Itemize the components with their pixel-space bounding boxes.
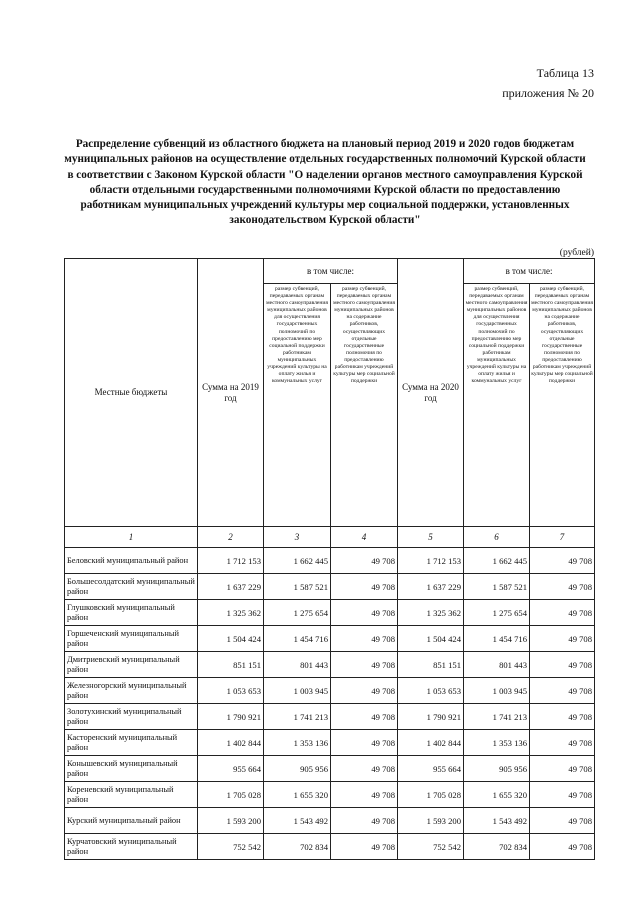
district-name-cell: Конышевский муниципальный район bbox=[65, 756, 198, 782]
table-row bbox=[65, 600, 595, 626]
housing-2020-cell: 702 834 bbox=[464, 834, 530, 860]
header-sub-housing-2019: размер субвенций, передаваемых органам местного самоуправления муниципальных районов для осуществления государственных полномочий по предоставлению мер социальной поддержки работникам муниципальных учреждений культуры на оплату жилья и коммунальных услуг bbox=[264, 284, 331, 527]
table-row bbox=[65, 756, 595, 782]
sum-2019-cell: 1 325 362 bbox=[198, 600, 264, 626]
housing-2020-cell: 905 956 bbox=[464, 756, 530, 782]
staff-2019-cell: 49 708 bbox=[331, 548, 398, 574]
housing-2019-cell: 702 834 bbox=[264, 834, 331, 860]
housing-2019-cell: 1 662 445 bbox=[264, 548, 331, 574]
staff-2019-cell: 49 708 bbox=[331, 782, 398, 808]
housing-2019-cell: 1 454 716 bbox=[264, 626, 331, 652]
staff-2019-cell: 49 708 bbox=[331, 626, 398, 652]
staff-2020-cell: 49 708 bbox=[530, 730, 595, 756]
table-row bbox=[65, 704, 595, 730]
units-label: (рублей) bbox=[559, 248, 594, 258]
staff-2019-cell: 49 708 bbox=[331, 652, 398, 678]
district-name-cell: Дмитриевский муниципальный район bbox=[65, 652, 198, 678]
header-row-top bbox=[65, 259, 595, 284]
district-name-cell: Горшеченский муниципальный район bbox=[65, 626, 198, 652]
sum-2020-cell: 1 790 921 bbox=[398, 704, 464, 730]
staff-2019-cell: 49 708 bbox=[331, 574, 398, 600]
housing-2019-cell: 905 956 bbox=[264, 756, 331, 782]
district-name-cell: Касторенский муниципальный район bbox=[65, 730, 198, 756]
column-number: 6 bbox=[464, 527, 530, 548]
housing-2020-cell: 1 353 136 bbox=[464, 730, 530, 756]
sum-2019-cell: 1 402 844 bbox=[198, 730, 264, 756]
housing-2020-cell: 1 454 716 bbox=[464, 626, 530, 652]
sum-2019-cell: 851 151 bbox=[198, 652, 264, 678]
housing-2019-cell: 1 543 492 bbox=[264, 808, 331, 834]
housing-2020-cell: 1 275 654 bbox=[464, 600, 530, 626]
column-number: 7 bbox=[530, 527, 595, 548]
table-row bbox=[65, 652, 595, 678]
staff-2020-cell: 49 708 bbox=[530, 626, 595, 652]
table-row bbox=[65, 782, 595, 808]
sum-2020-cell: 1 705 028 bbox=[398, 782, 464, 808]
column-number: 5 bbox=[398, 527, 464, 548]
staff-2020-cell: 49 708 bbox=[530, 652, 595, 678]
header-sum-2019: Сумма на 2019 год bbox=[198, 259, 264, 527]
housing-2019-cell: 1 655 320 bbox=[264, 782, 331, 808]
table-row bbox=[65, 834, 595, 860]
column-number: 4 bbox=[331, 527, 398, 548]
header-including-2019: в том числе: bbox=[264, 259, 398, 284]
sum-2020-cell: 1 504 424 bbox=[398, 626, 464, 652]
document-title: Распределение субвенций из областного бюджета на плановый период 2019 и 2020 годов бюджетам муниципальных районов на осуществление отдельных государственных полномочий Курской области в соответствии с Законом Курской области "О наделении органов местного самоуправления Курской области отдельными государственными полномочиями Курской области по предоставлению работникам муниципальных учреждений культуры мер социальной поддержки, установленных законодательством Курской области" bbox=[64, 138, 586, 227]
district-name-cell: Глушковский муниципальный район bbox=[65, 600, 198, 626]
district-name-cell: Кореневский муниципальный район bbox=[65, 782, 198, 808]
housing-2019-cell: 1 741 213 bbox=[264, 704, 331, 730]
sum-2019-cell: 955 664 bbox=[198, 756, 264, 782]
column-number: 3 bbox=[264, 527, 331, 548]
housing-2019-cell: 1 353 136 bbox=[264, 730, 331, 756]
staff-2020-cell: 49 708 bbox=[530, 834, 595, 860]
table-row bbox=[65, 808, 595, 834]
staff-2020-cell: 49 708 bbox=[530, 756, 595, 782]
district-name-cell: Золотухинский муниципальный район bbox=[65, 704, 198, 730]
sum-2019-cell: 1 593 200 bbox=[198, 808, 264, 834]
staff-2019-cell: 49 708 bbox=[331, 600, 398, 626]
staff-2019-cell: 49 708 bbox=[331, 704, 398, 730]
staff-2020-cell: 49 708 bbox=[530, 808, 595, 834]
staff-2019-cell: 49 708 bbox=[331, 678, 398, 704]
housing-2019-cell: 1 003 945 bbox=[264, 678, 331, 704]
sum-2019-cell: 1 053 653 bbox=[198, 678, 264, 704]
staff-2020-cell: 49 708 bbox=[530, 548, 595, 574]
housing-2020-cell: 801 443 bbox=[464, 652, 530, 678]
sum-2019-cell: 1 637 229 bbox=[198, 574, 264, 600]
housing-2020-cell: 1 003 945 bbox=[464, 678, 530, 704]
table-row bbox=[65, 574, 595, 600]
sum-2020-cell: 1 402 844 bbox=[398, 730, 464, 756]
header-sum-2020: Сумма на 2020 год bbox=[398, 259, 464, 527]
sum-2019-cell: 1 712 153 bbox=[198, 548, 264, 574]
district-name-cell: Большесолдатский муниципальный район bbox=[65, 574, 198, 600]
header-local-budgets: Местные бюджеты bbox=[65, 259, 198, 527]
column-number: 2 bbox=[198, 527, 264, 548]
header-sub-staff-2019: размер субвенций, передаваемых органам местного самоуправления муниципальных районов на содержание работников, осуществляющих отдельные государственные полномочия по предоставлению работникам учреждений культуры мер социальной поддержки bbox=[331, 284, 398, 527]
header-including-2020: в том числе: bbox=[464, 259, 595, 284]
header-sub-housing-2020: размер субвенций, передаваемых органам местного самоуправления муниципальных районов для осуществления государственных полномочий по предоставлению мер социальной поддержки работникам муниципальных учреждений культуры на оплату жилья и коммунальных услуг bbox=[464, 284, 530, 527]
district-name-cell: Курчатовский муниципальный район bbox=[65, 834, 198, 860]
staff-2020-cell: 49 708 bbox=[530, 678, 595, 704]
housing-2019-cell: 1 587 521 bbox=[264, 574, 331, 600]
sum-2019-cell: 1 705 028 bbox=[198, 782, 264, 808]
sum-2020-cell: 1 325 362 bbox=[398, 600, 464, 626]
sum-2020-cell: 752 542 bbox=[398, 834, 464, 860]
sum-2020-cell: 851 151 bbox=[398, 652, 464, 678]
subventions-table bbox=[64, 258, 595, 860]
staff-2019-cell: 49 708 bbox=[331, 756, 398, 782]
sum-2019-cell: 1 790 921 bbox=[198, 704, 264, 730]
sum-2019-cell: 1 504 424 bbox=[198, 626, 264, 652]
sum-2020-cell: 1 593 200 bbox=[398, 808, 464, 834]
staff-2019-cell: 49 708 bbox=[331, 834, 398, 860]
district-name-cell: Курский муниципальный район bbox=[65, 808, 198, 834]
staff-2020-cell: 49 708 bbox=[530, 704, 595, 730]
table-row bbox=[65, 548, 595, 574]
housing-2019-cell: 1 275 654 bbox=[264, 600, 331, 626]
staff-2019-cell: 49 708 bbox=[331, 808, 398, 834]
housing-2020-cell: 1 662 445 bbox=[464, 548, 530, 574]
housing-2020-cell: 1 741 213 bbox=[464, 704, 530, 730]
district-name-cell: Железногорский муниципальный район bbox=[65, 678, 198, 704]
housing-2020-cell: 1 587 521 bbox=[464, 574, 530, 600]
staff-2020-cell: 49 708 bbox=[530, 574, 595, 600]
staff-2019-cell: 49 708 bbox=[331, 730, 398, 756]
sum-2020-cell: 1 053 653 bbox=[398, 678, 464, 704]
table-row bbox=[65, 626, 595, 652]
sum-2019-cell: 752 542 bbox=[198, 834, 264, 860]
staff-2020-cell: 49 708 bbox=[530, 600, 595, 626]
sum-2020-cell: 955 664 bbox=[398, 756, 464, 782]
table-number-label: Таблица 13 bbox=[536, 66, 594, 80]
housing-2020-cell: 1 543 492 bbox=[464, 808, 530, 834]
housing-2020-cell: 1 655 320 bbox=[464, 782, 530, 808]
sum-2020-cell: 1 637 229 bbox=[398, 574, 464, 600]
table-row bbox=[65, 678, 595, 704]
district-name-cell: Беловский муниципальный район bbox=[65, 548, 198, 574]
appendix-label: приложения № 20 bbox=[502, 86, 594, 100]
staff-2020-cell: 49 708 bbox=[530, 782, 595, 808]
column-number-row bbox=[65, 527, 595, 548]
housing-2019-cell: 801 443 bbox=[264, 652, 331, 678]
column-number: 1 bbox=[65, 527, 198, 548]
table-row bbox=[65, 730, 595, 756]
sum-2020-cell: 1 712 153 bbox=[398, 548, 464, 574]
header-sub-staff-2020: размер субвенций, передаваемых органам местного самоуправления муниципальных районов на содержание работников, осуществляющих отдельные государственные полномочия по предоставлению работникам учреждений культуры мер социальной поддержки bbox=[530, 284, 595, 527]
